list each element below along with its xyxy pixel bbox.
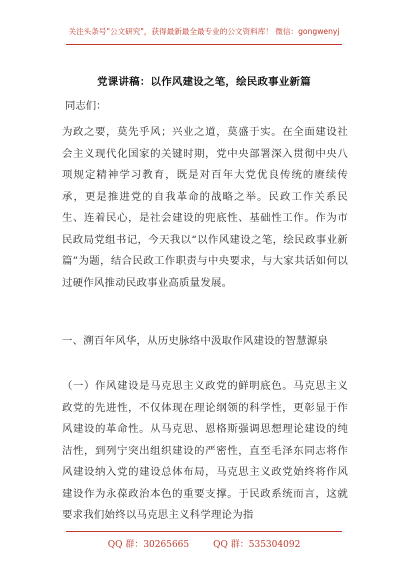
document-title: 党课讲稿：以作风建设之笔，绘民政事业新篇 — [97, 76, 311, 88]
header-banner: 关注头条号"公文研究"，获得最新最全最专业的公文资料库！ 微信：gongwenyj — [68, 27, 340, 36]
paragraph-section-1-1: （一）作风建设是马克思主义政党的鲜明底色。马克思主义政党的先进性，不仅体现在理论纲领的科学性，更彰显于作风建设的革命性。从马克思、恩格斯强调思想理论建设的纯洁性，到列宁突出组织建设的严密性，直至毛泽东同志将作风建设纳入党的建设总体布局，马克思主义政党始终将作风建设作为永葆政治本色的重要支撑。于民政系统而言，这就要求我们始终以马克思主义科学理论为指 — [62, 380, 348, 521]
header-divider — [66, 44, 342, 45]
paragraph-intro: 为政之要，莫先乎风；兴业之道，莫盛于实。在全面建设社会主义现代化国家的关键时期，党中央部署深入贯彻中央八项规定精神学习教育，既是对百年大党优良传统的赓续传承，更是推进党的自我革命的战略之举。民政工作关系民生、连着民心，是社会建设的兜底性、基础性工作。作为市民政局党组书记，今天我以“以作风建设之笔，绘民政事业新篇”为题，结合民政工作职责与中央要求，与大家共话如何以过硬作风推动民政事业高质量发展。 — [62, 126, 348, 289]
footer-qq-group-1: QQ 群：30265665 — [107, 540, 190, 550]
section-heading-1: 一、溯百年风华，从历史脉络中汲取作风建设的智慧源泉 — [62, 335, 329, 347]
footer — [0, 537, 408, 550]
footer-qq-group-2: QQ 群：535304092 — [213, 540, 301, 550]
footer-divider — [66, 531, 342, 532]
salutation: 同志们： — [65, 100, 107, 112]
